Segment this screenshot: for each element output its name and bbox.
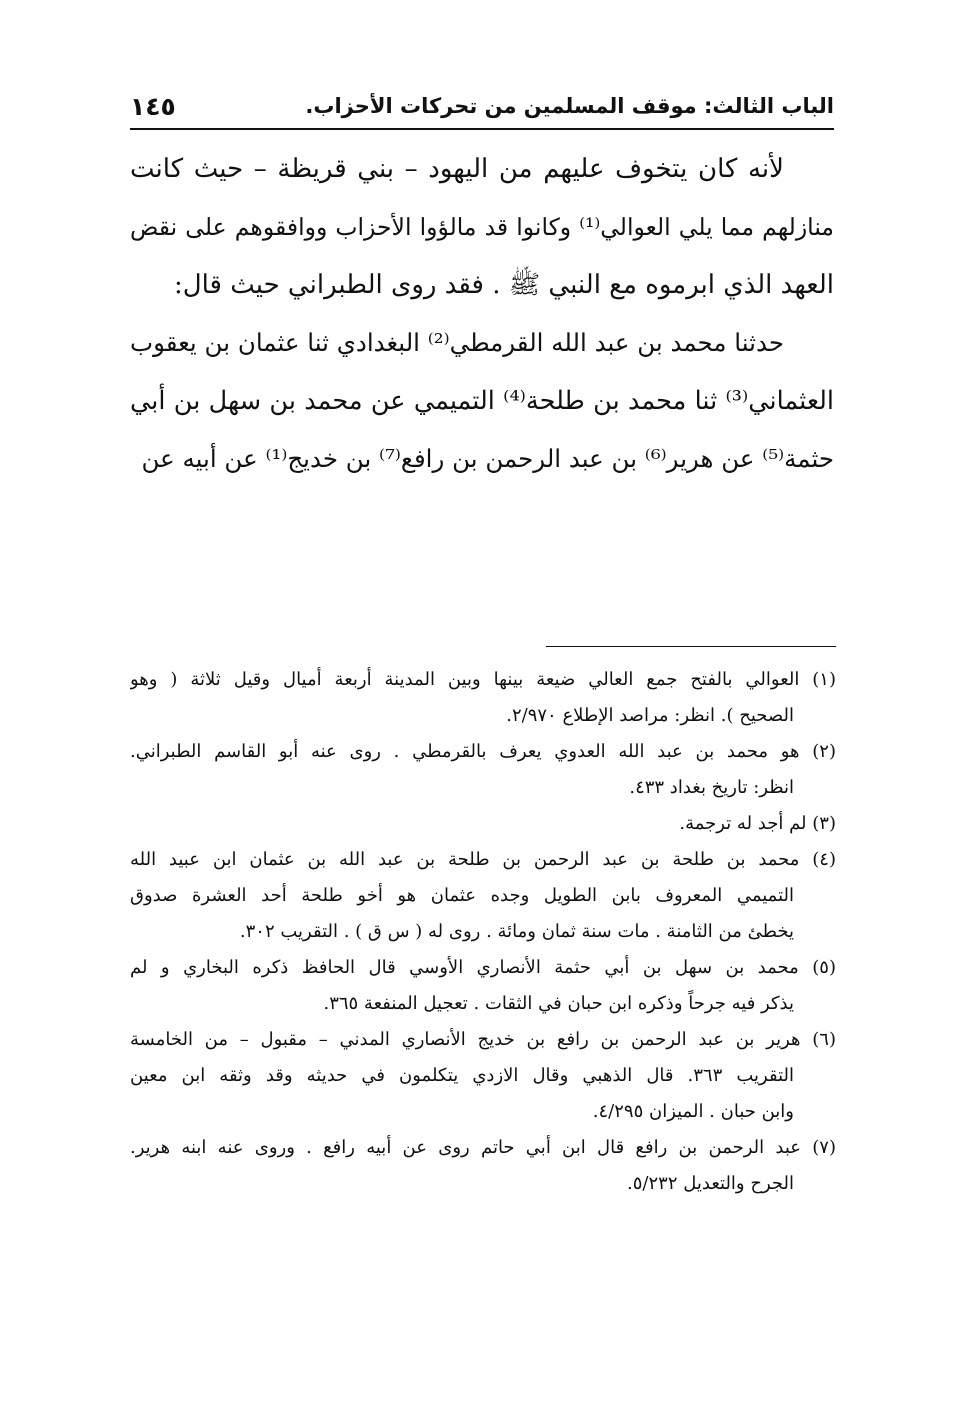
main-text [130,140,834,488]
footnote-line: التقريب ٣٦٣. قال الذهبي وقال الازدي يتكلمون في حديثه وقد وثقه ابن معين [130,1065,794,1086]
footnote-line: الصحيح ). انظر: مراصد الإطلاع ٢/٩٧٠. [506,705,794,726]
footnote-line: انظر: تاريخ بغداد ٤٣٣. [629,777,794,798]
footnote-line: (٤) محمد بن طلحة بن عبد الرحمن بن طلحة بن عبد الله بن عثمان ابن عبيد الله [130,849,836,870]
body-line: العهد الذي ابرموه مع النبي ﷺ . فقد روى الطبراني حيث قال: [173,270,834,300]
footnote-line: (٥) محمد بن سهل بن أبي حثمة الأنصاري الأوسي قال الحافظ ذكره البخاري و لم [130,957,836,978]
footnote-line: (٧) عبد الرحمن بن رافع قال ابن أبي حاتم روى عن أبيه رافع . وروى عنه ابنه هرير. [130,1137,836,1158]
footnote-line: يذكر فيه جرحاً وذكره ابن حبان في الثقات . تعجيل المنفعة ٣٦٥. [323,993,794,1014]
body-line: لأنه كان يتخوف عليهم من اليهود – بني قريظة – حيث كانت [130,154,784,184]
footnote-line: (١) العوالي بالفتح جمع العالي ضيعة بينها وبين المدينة أربعة أميال وقيل ثلاثة ( وهو [130,669,836,690]
body-line: العثماني⁽³⁾ ثنا محمد بن طلحة⁽⁴⁾ التميمي عن محمد بن سهل بن أبي [130,386,834,416]
footnote-line: (٢) هو محمد بن عبد الله العدوي يعرف بالقرمطي . روى عنه أبو القاسم الطبراني. [130,741,836,762]
footnote-separator [546,646,836,647]
footnote-line: وابن حبان . الميزان ٤/٢٩٥. [592,1101,794,1122]
footnote-line: الجرح والتعديل ٥/٢٣٢. [627,1173,794,1194]
page-number: ١٤٥ [130,92,176,121]
body-line: حثمة⁽⁵⁾ عن هرير⁽⁶⁾ بن عبد الرحمن بن رافع⁽⁷⁾ بن خديج⁽¹⁾ عن أبيه عن [141,444,834,473]
body-line: منازلهم مما يلي العوالي⁽¹⁾ وكانوا قد مالؤوا الأحزاب ووافقوهم على نقض [130,213,834,241]
footnote-line: التميمي المعروف بابن الطويل وجده عثمان هو أخو طلحة أحد العشرة صدوق [130,885,794,906]
footnote-line: يخطئ من الثامنة . مات سنة ثمان ومائة . روى له ( س ق ) . التقريب ٣٠٢. [239,921,794,942]
running-header [130,92,834,130]
chapter-title: الباب الثالث: موقف المسلمين من تحركات الأحزاب. [305,94,834,118]
footnotes [130,662,836,1202]
footnote-line: (٣) لم أجد له ترجمة. [679,813,836,834]
footnote-line: (٦) هرير بن عبد الرحمن بن رافع بن خديج الأنصاري المدني – مقبول – من الخامسة [130,1029,836,1050]
body-line: حدثنا محمد بن عبد الله القرمطي⁽²⁾ البغدادي ثنا عثمان بن يعقوب [130,328,784,357]
